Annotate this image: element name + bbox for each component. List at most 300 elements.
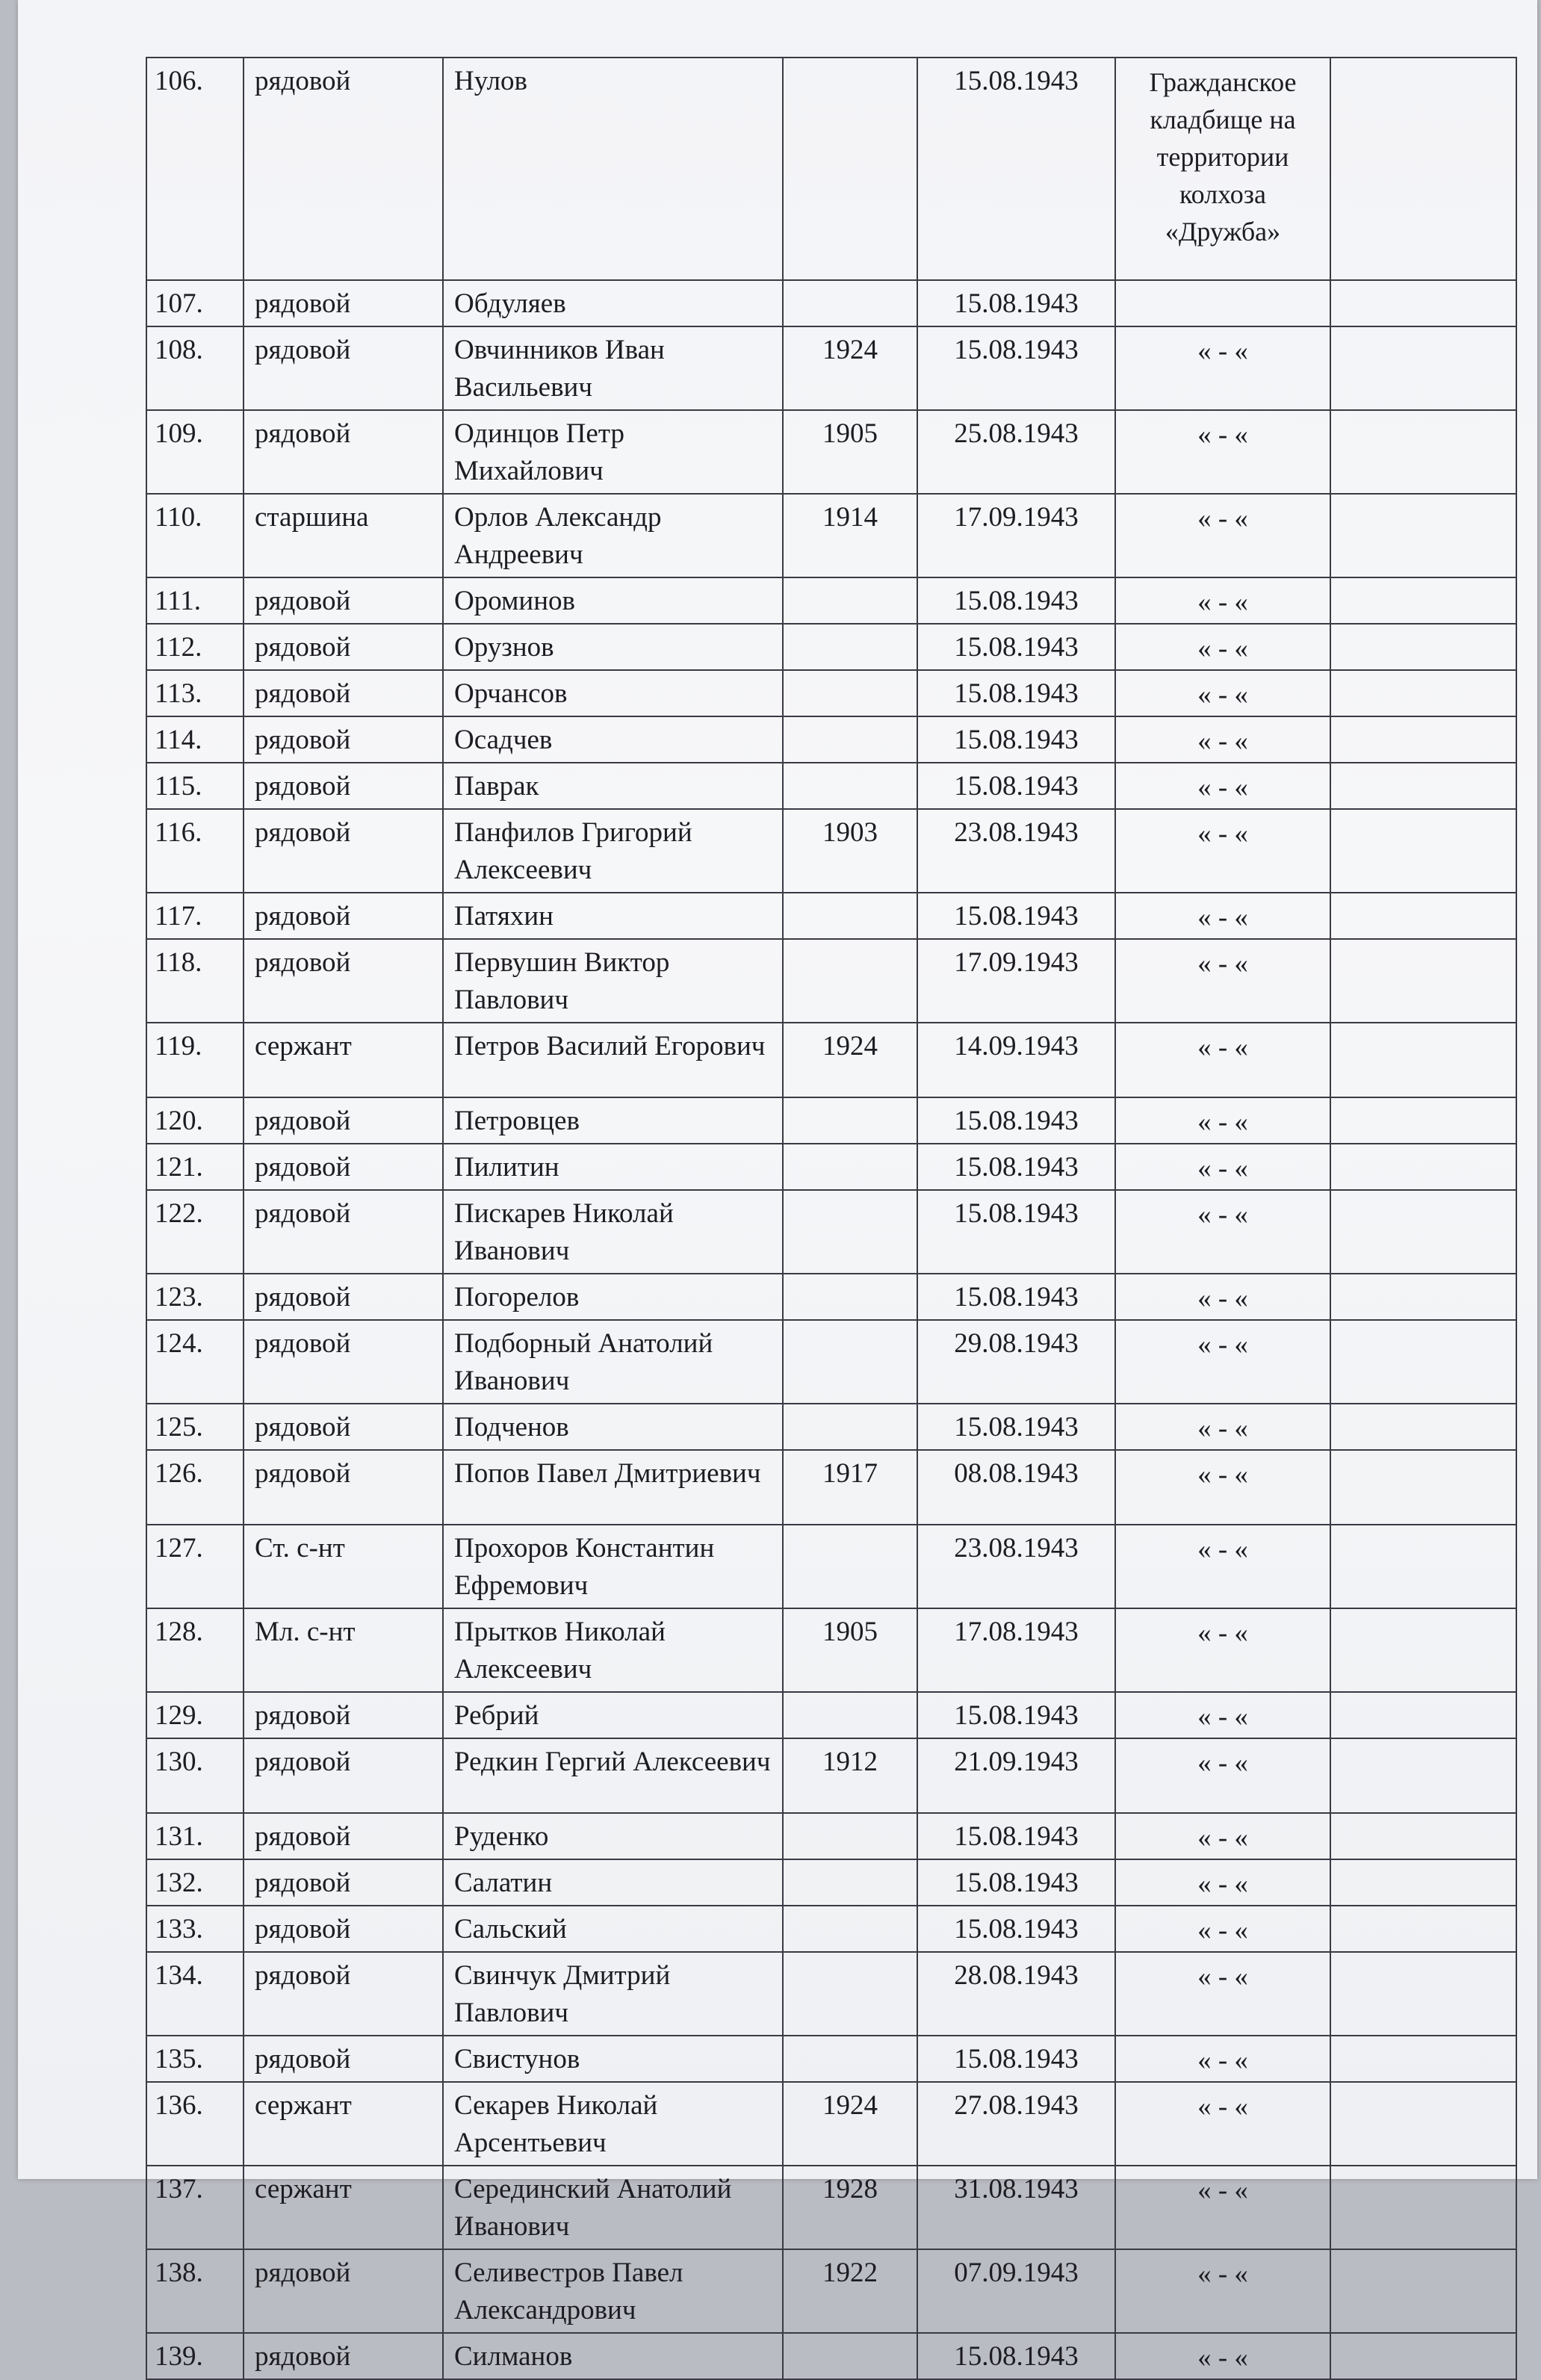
row-number-text: 118. bbox=[155, 947, 202, 978]
row-number-text: 107. bbox=[155, 288, 203, 319]
table-row bbox=[146, 624, 1516, 670]
birth-year-cell bbox=[783, 893, 917, 939]
name-cell bbox=[443, 1450, 783, 1525]
table-body bbox=[146, 58, 1516, 2379]
death-date-text: 15.08.1943 bbox=[954, 771, 1079, 802]
rank-cell bbox=[244, 1952, 443, 2036]
death-date-text: 15.08.1943 bbox=[954, 335, 1079, 365]
empty-notes-cell bbox=[1330, 326, 1516, 410]
birth-year-cell bbox=[783, 1738, 917, 1813]
name-text: Нулов bbox=[454, 66, 528, 96]
row-number-text: 109. bbox=[155, 418, 203, 449]
rank-text: рядовой bbox=[255, 817, 351, 848]
death-date-cell bbox=[917, 1190, 1115, 1274]
burial-place-cell bbox=[1115, 1608, 1330, 1692]
name-cell bbox=[443, 1692, 783, 1738]
name-text: Свинчук Дмитрий Павлович bbox=[454, 1960, 671, 2028]
name-text: Оромин​ов bbox=[454, 586, 576, 616]
rank-cell bbox=[244, 1320, 443, 1404]
burial-place-text: « - « bbox=[1197, 2175, 1248, 2206]
death-date-cell bbox=[917, 939, 1115, 1023]
death-date-text: 07.09.1943 bbox=[954, 2257, 1079, 2288]
rank-cell bbox=[244, 2249, 443, 2333]
birth-year-cell bbox=[783, 1813, 917, 1859]
name-text: Пилитин bbox=[454, 1152, 559, 1183]
row-number-cell bbox=[146, 577, 244, 624]
name-cell bbox=[443, 1097, 783, 1144]
death-date-cell bbox=[917, 280, 1115, 326]
burial-place-text: « - « bbox=[1197, 1460, 1248, 1490]
burial-place-text: « - « bbox=[1197, 1702, 1248, 1732]
name-text: Погорелов bbox=[454, 1282, 580, 1313]
burial-place-cell bbox=[1115, 2166, 1330, 2249]
death-date-text: 15.08.1943 bbox=[954, 678, 1079, 709]
name-text: Прохоров Константин Ефремович bbox=[454, 1533, 715, 1601]
rank-text: рядовой bbox=[255, 1198, 351, 1229]
empty-notes-cell bbox=[1330, 624, 1516, 670]
death-date-cell bbox=[917, 410, 1115, 494]
row-number-cell bbox=[146, 1274, 244, 1320]
death-date-text: 15.08.1943 bbox=[954, 2341, 1079, 2372]
empty-notes-cell bbox=[1330, 1023, 1516, 1097]
name-cell bbox=[443, 1859, 783, 1906]
birth-year-text: 1922 bbox=[822, 2257, 878, 2288]
row-number-text: 135. bbox=[155, 2044, 203, 2074]
death-date-text: 15.08.1943 bbox=[954, 1198, 1079, 1229]
rank-text: рядовой bbox=[255, 1152, 351, 1183]
name-text: Серединский Анатолий Иванович bbox=[454, 2174, 732, 2242]
name-cell bbox=[443, 1190, 783, 1274]
table-row bbox=[146, 670, 1516, 716]
rank-cell bbox=[244, 1859, 443, 1906]
birth-year-text: 1905 bbox=[822, 418, 878, 449]
name-text: Петров Василий Егорович bbox=[454, 1031, 766, 1062]
burial-place-text: « - « bbox=[1197, 336, 1248, 367]
table-row bbox=[146, 1906, 1516, 1952]
rank-text: рядовой bbox=[255, 1747, 351, 1777]
name-cell bbox=[443, 2082, 783, 2166]
burial-place-cell bbox=[1115, 624, 1330, 670]
death-date-text: 21.09.1943 bbox=[954, 1747, 1079, 1777]
row-number-text: 127. bbox=[155, 1533, 203, 1564]
burial-place-cell bbox=[1115, 1952, 1330, 2036]
rank-cell bbox=[244, 1450, 443, 1525]
burial-place-cell bbox=[1115, 809, 1330, 893]
burial-place-text: Гражданское кладбище на территории колхоза «Дружба» bbox=[1149, 67, 1297, 247]
table-row bbox=[146, 58, 1516, 280]
name-text: Орузнов bbox=[454, 632, 554, 663]
table-row bbox=[146, 1144, 1516, 1190]
empty-notes-cell bbox=[1330, 2166, 1516, 2249]
row-number-cell bbox=[146, 2249, 244, 2333]
death-date-cell bbox=[917, 716, 1115, 763]
rank-text: рядовой bbox=[255, 586, 351, 616]
row-number-text: 120. bbox=[155, 1106, 203, 1136]
empty-notes-cell bbox=[1330, 1190, 1516, 1274]
name-text: Секарев Николай Арсентьевич bbox=[454, 2090, 658, 2158]
table-row bbox=[146, 939, 1516, 1023]
death-date-cell bbox=[917, 670, 1115, 716]
rank-cell bbox=[244, 1738, 443, 1813]
birth-year-cell bbox=[783, 494, 917, 577]
name-text: Свистунов bbox=[454, 2044, 580, 2074]
death-date-text: 15.08.1943 bbox=[954, 1106, 1079, 1136]
burial-place-text: « - « bbox=[1197, 949, 1248, 979]
birth-year-cell bbox=[783, 1023, 917, 1097]
rank-cell bbox=[244, 1190, 443, 1274]
burial-place-cell bbox=[1115, 1023, 1330, 1097]
death-date-cell bbox=[917, 1450, 1115, 1525]
row-number-cell bbox=[146, 2333, 244, 2379]
name-cell bbox=[443, 2166, 783, 2249]
empty-notes-cell bbox=[1330, 2249, 1516, 2333]
burial-place-cell bbox=[1115, 670, 1330, 716]
burial-place-cell bbox=[1115, 1320, 1330, 1404]
death-date-text: 14.09.1943 bbox=[954, 1031, 1079, 1062]
table-row bbox=[146, 1023, 1516, 1097]
row-number-text: 108. bbox=[155, 335, 203, 365]
row-number-cell bbox=[146, 716, 244, 763]
birth-year-cell bbox=[783, 1525, 917, 1608]
row-number-text: 106. bbox=[155, 66, 203, 96]
burial-place-text: « - « bbox=[1197, 503, 1248, 534]
death-date-cell bbox=[917, 1274, 1115, 1320]
death-date-cell bbox=[917, 1608, 1115, 1692]
name-cell bbox=[443, 1952, 783, 2036]
rank-text: рядовой bbox=[255, 418, 351, 449]
death-date-cell bbox=[917, 1144, 1115, 1190]
rank-cell bbox=[244, 1097, 443, 1144]
rank-text: рядовой bbox=[255, 1914, 351, 1944]
rank-text: Ст. с-нт bbox=[255, 1533, 345, 1564]
burial-place-text: « - « bbox=[1197, 420, 1248, 450]
row-number-cell bbox=[146, 1320, 244, 1404]
row-number-cell bbox=[146, 1859, 244, 1906]
burial-place-text: « - « bbox=[1197, 680, 1248, 710]
row-number-cell bbox=[146, 410, 244, 494]
name-cell bbox=[443, 2333, 783, 2379]
rank-text: рядовой bbox=[255, 901, 351, 932]
rank-text: рядовой bbox=[255, 1960, 351, 1991]
birth-year-cell bbox=[783, 1906, 917, 1952]
burial-place-cell bbox=[1115, 58, 1330, 280]
rank-cell bbox=[244, 1692, 443, 1738]
burial-place-cell bbox=[1115, 763, 1330, 809]
rank-text: сержант bbox=[255, 1031, 352, 1062]
burial-place-cell bbox=[1115, 1450, 1330, 1525]
empty-notes-cell bbox=[1330, 939, 1516, 1023]
burial-place-cell bbox=[1115, 1404, 1330, 1450]
name-cell bbox=[443, 494, 783, 577]
row-number-text: 125. bbox=[155, 1412, 203, 1442]
empty-notes-cell bbox=[1330, 1450, 1516, 1525]
death-date-text: 15.08.1943 bbox=[954, 725, 1079, 755]
death-date-cell bbox=[917, 1320, 1115, 1404]
table-row bbox=[146, 1404, 1516, 1450]
row-number-cell bbox=[146, 1738, 244, 1813]
name-text: Овчинников Иван Васильевич bbox=[454, 335, 665, 403]
burial-place-text: « - « bbox=[1197, 1153, 1248, 1184]
burial-place-cell bbox=[1115, 1813, 1330, 1859]
death-date-cell bbox=[917, 1023, 1115, 1097]
rank-text: рядовой bbox=[255, 678, 351, 709]
empty-notes-cell bbox=[1330, 2333, 1516, 2379]
rank-text: рядовой bbox=[255, 2257, 351, 2288]
empty-notes-cell bbox=[1330, 1906, 1516, 1952]
death-date-cell bbox=[917, 2166, 1115, 2249]
rank-text: старшина bbox=[255, 502, 369, 533]
name-cell bbox=[443, 939, 783, 1023]
rank-cell bbox=[244, 577, 443, 624]
table-row bbox=[146, 1692, 1516, 1738]
rank-cell bbox=[244, 1023, 443, 1097]
birth-year-cell bbox=[783, 280, 917, 326]
row-number-cell bbox=[146, 1023, 244, 1097]
rank-cell bbox=[244, 624, 443, 670]
name-cell bbox=[443, 1813, 783, 1859]
burial-place-cell bbox=[1115, 893, 1330, 939]
name-cell bbox=[443, 326, 783, 410]
row-number-text: 121. bbox=[155, 1152, 203, 1183]
name-text: Салатин bbox=[454, 1868, 553, 1898]
death-date-text: 25.08.1943 bbox=[954, 418, 1079, 449]
burial-place-cell bbox=[1115, 2249, 1330, 2333]
table-row bbox=[146, 326, 1516, 410]
row-number-text: 138. bbox=[155, 2257, 203, 2288]
birth-year-cell bbox=[783, 577, 917, 624]
burial-place-cell bbox=[1115, 410, 1330, 494]
burial-place-cell bbox=[1115, 2333, 1330, 2379]
death-date-cell bbox=[917, 1404, 1115, 1450]
death-date-text: 27.08.1943 bbox=[954, 2090, 1079, 2121]
birth-year-text: 1914 bbox=[822, 502, 878, 533]
death-date-text: 15.08.1943 bbox=[954, 1152, 1079, 1183]
empty-notes-cell bbox=[1330, 893, 1516, 939]
name-cell bbox=[443, 1274, 783, 1320]
rank-text: рядовой bbox=[255, 947, 351, 978]
name-cell bbox=[443, 1023, 783, 1097]
table-row bbox=[146, 1450, 1516, 1525]
row-number-text: 111. bbox=[155, 586, 202, 616]
burial-place-cell bbox=[1115, 494, 1330, 577]
name-cell bbox=[443, 624, 783, 670]
burial-place-cell bbox=[1115, 1274, 1330, 1320]
birth-year-text: 1912 bbox=[822, 1747, 878, 1777]
row-number-cell bbox=[146, 1144, 244, 1190]
birth-year-cell bbox=[783, 2333, 917, 2379]
burial-place-cell bbox=[1115, 1525, 1330, 1608]
birth-year-cell bbox=[783, 1320, 917, 1404]
row-number-text: 134. bbox=[155, 1960, 203, 1991]
birth-year-text: 1924 bbox=[822, 2090, 878, 2121]
row-number-cell bbox=[146, 939, 244, 1023]
burial-place-text: « - « bbox=[1197, 1283, 1248, 1314]
table-row bbox=[146, 893, 1516, 939]
table-row bbox=[146, 1813, 1516, 1859]
burial-place-text: « - « bbox=[1197, 633, 1248, 664]
rank-text: сержант bbox=[255, 2090, 352, 2121]
death-date-text: 17.08.1943 bbox=[954, 1617, 1079, 1647]
death-date-cell bbox=[917, 893, 1115, 939]
birth-year-cell bbox=[783, 1608, 917, 1692]
death-date-cell bbox=[917, 494, 1115, 577]
rank-cell bbox=[244, 2082, 443, 2166]
name-cell bbox=[443, 280, 783, 326]
rank-cell bbox=[244, 893, 443, 939]
rank-text: рядовой bbox=[255, 2044, 351, 2074]
row-number-cell bbox=[146, 1813, 244, 1859]
row-number-cell bbox=[146, 763, 244, 809]
death-date-text: 15.08.1943 bbox=[954, 1282, 1079, 1313]
burial-place-text: « - « bbox=[1197, 902, 1248, 933]
death-date-text: 17.09.1943 bbox=[954, 947, 1079, 978]
name-cell bbox=[443, 2249, 783, 2333]
birth-year-cell bbox=[783, 670, 917, 716]
row-number-cell bbox=[146, 1906, 244, 1952]
death-date-cell bbox=[917, 577, 1115, 624]
burial-place-cell bbox=[1115, 2036, 1330, 2082]
name-text: Попов Павел Дмитриевич bbox=[454, 1458, 761, 1489]
name-text: Панфилов Григорий Алексеевич bbox=[454, 817, 692, 885]
row-number-cell bbox=[146, 1450, 244, 1525]
rank-cell bbox=[244, 1813, 443, 1859]
birth-year-cell bbox=[783, 1450, 917, 1525]
name-text: Паврак bbox=[454, 771, 539, 802]
name-text: Орлов Александр Андреевич bbox=[454, 502, 662, 570]
table-row bbox=[146, 2036, 1516, 2082]
name-text: Первушин Виктор Павлович bbox=[454, 947, 670, 1015]
rank-cell bbox=[244, 1906, 443, 1952]
rank-text: рядовой bbox=[255, 1868, 351, 1898]
death-date-text: 15.08.1943 bbox=[954, 1700, 1079, 1731]
burial-place-cell bbox=[1115, 939, 1330, 1023]
name-text: Подборный Анатолий Иванович bbox=[454, 1328, 713, 1396]
name-text: Редкин Гергий Алексеевич bbox=[454, 1747, 771, 1777]
name-text: Силманов bbox=[454, 2341, 573, 2372]
burial-place-cell bbox=[1115, 577, 1330, 624]
row-number-cell bbox=[146, 2166, 244, 2249]
death-date-text: 15.08.1943 bbox=[954, 1868, 1079, 1898]
name-text: Прытков Николай Алексеевич bbox=[454, 1617, 666, 1685]
name-text: Пискарев Николай Иванович bbox=[454, 1198, 674, 1266]
burial-place-cell bbox=[1115, 1906, 1330, 1952]
empty-notes-cell bbox=[1330, 1859, 1516, 1906]
row-number-text: 112. bbox=[155, 632, 202, 663]
row-number-cell bbox=[146, 893, 244, 939]
table-row bbox=[146, 716, 1516, 763]
row-number-text: 114. bbox=[155, 725, 202, 755]
burial-place-text: « - « bbox=[1197, 1748, 1248, 1779]
row-number-text: 128. bbox=[155, 1617, 203, 1647]
row-number-text: 136. bbox=[155, 2090, 203, 2121]
birth-year-cell bbox=[783, 624, 917, 670]
empty-notes-cell bbox=[1330, 58, 1516, 280]
birth-year-cell bbox=[783, 1274, 917, 1320]
burial-place-text: « - « bbox=[1197, 1413, 1248, 1444]
birth-year-text: 1905 bbox=[822, 1617, 878, 1647]
rank-cell bbox=[244, 494, 443, 577]
name-cell bbox=[443, 1906, 783, 1952]
burial-place-text: « - « bbox=[1197, 2343, 1248, 2373]
burial-list-table bbox=[146, 57, 1517, 2380]
death-date-text: 15.08.1943 bbox=[954, 632, 1079, 663]
birth-year-text: 1917 bbox=[822, 1458, 878, 1489]
rank-text: рядовой bbox=[255, 1282, 351, 1313]
death-date-text: 15.08.1943 bbox=[954, 1821, 1079, 1852]
rank-cell bbox=[244, 2166, 443, 2249]
empty-notes-cell bbox=[1330, 1608, 1516, 1692]
rank-cell bbox=[244, 2036, 443, 2082]
death-date-text: 15.08.1943 bbox=[954, 901, 1079, 932]
burial-place-text: « - « bbox=[1197, 1534, 1248, 1565]
burial-place-text: « - « bbox=[1197, 1200, 1248, 1230]
row-number-cell bbox=[146, 1190, 244, 1274]
rank-text: Мл. с-нт bbox=[255, 1617, 356, 1647]
burial-place-text: « - « bbox=[1197, 726, 1248, 757]
table-row bbox=[146, 494, 1516, 577]
burial-place-cell bbox=[1115, 716, 1330, 763]
birth-year-cell bbox=[783, 716, 917, 763]
name-cell bbox=[443, 58, 783, 280]
empty-notes-cell bbox=[1330, 577, 1516, 624]
death-date-text: 08.08.1943 bbox=[954, 1458, 1079, 1489]
empty-notes-cell bbox=[1330, 2036, 1516, 2082]
death-date-cell bbox=[917, 1692, 1115, 1738]
table-row bbox=[146, 1097, 1516, 1144]
row-number-text: 131. bbox=[155, 1821, 203, 1852]
name-cell bbox=[443, 1738, 783, 1813]
birth-year-cell bbox=[783, 2036, 917, 2082]
burial-place-text: « - « bbox=[1197, 1962, 1248, 1992]
birth-year-cell bbox=[783, 939, 917, 1023]
burial-list-table-wrapper bbox=[146, 57, 1516, 2373]
rank-text: сержант bbox=[255, 2174, 352, 2204]
death-date-cell bbox=[917, 58, 1115, 280]
row-number-text: 129. bbox=[155, 1700, 203, 1731]
burial-place-text: « - « bbox=[1197, 819, 1248, 849]
name-text: Руденко bbox=[454, 1821, 549, 1852]
death-date-cell bbox=[917, 624, 1115, 670]
row-number-text: 116. bbox=[155, 817, 202, 848]
death-date-text: 23.08.1943 bbox=[954, 1533, 1079, 1564]
table-row bbox=[146, 1274, 1516, 1320]
burial-place-cell bbox=[1115, 1692, 1330, 1738]
burial-place-text: « - « bbox=[1197, 1869, 1248, 1900]
death-date-cell bbox=[917, 2333, 1115, 2379]
name-cell bbox=[443, 2036, 783, 2082]
table-row bbox=[146, 1608, 1516, 1692]
death-date-cell bbox=[917, 1859, 1115, 1906]
row-number-text: 139. bbox=[155, 2341, 203, 2372]
empty-notes-cell bbox=[1330, 2082, 1516, 2166]
birth-year-cell bbox=[783, 1097, 917, 1144]
name-text: Обдуляев bbox=[454, 288, 566, 319]
burial-place-cell bbox=[1115, 280, 1330, 326]
table-row bbox=[146, 2082, 1516, 2166]
empty-notes-cell bbox=[1330, 1525, 1516, 1608]
row-number-cell bbox=[146, 494, 244, 577]
rank-text: рядовой bbox=[255, 771, 351, 802]
empty-notes-cell bbox=[1330, 1274, 1516, 1320]
table-row bbox=[146, 2333, 1516, 2379]
row-number-text: 123. bbox=[155, 1282, 203, 1313]
birth-year-text: 1924 bbox=[822, 335, 878, 365]
rank-text: рядовой bbox=[255, 335, 351, 365]
birth-year-cell bbox=[783, 1859, 917, 1906]
row-number-cell bbox=[146, 58, 244, 280]
table-row bbox=[146, 2166, 1516, 2249]
rank-cell bbox=[244, 1144, 443, 1190]
